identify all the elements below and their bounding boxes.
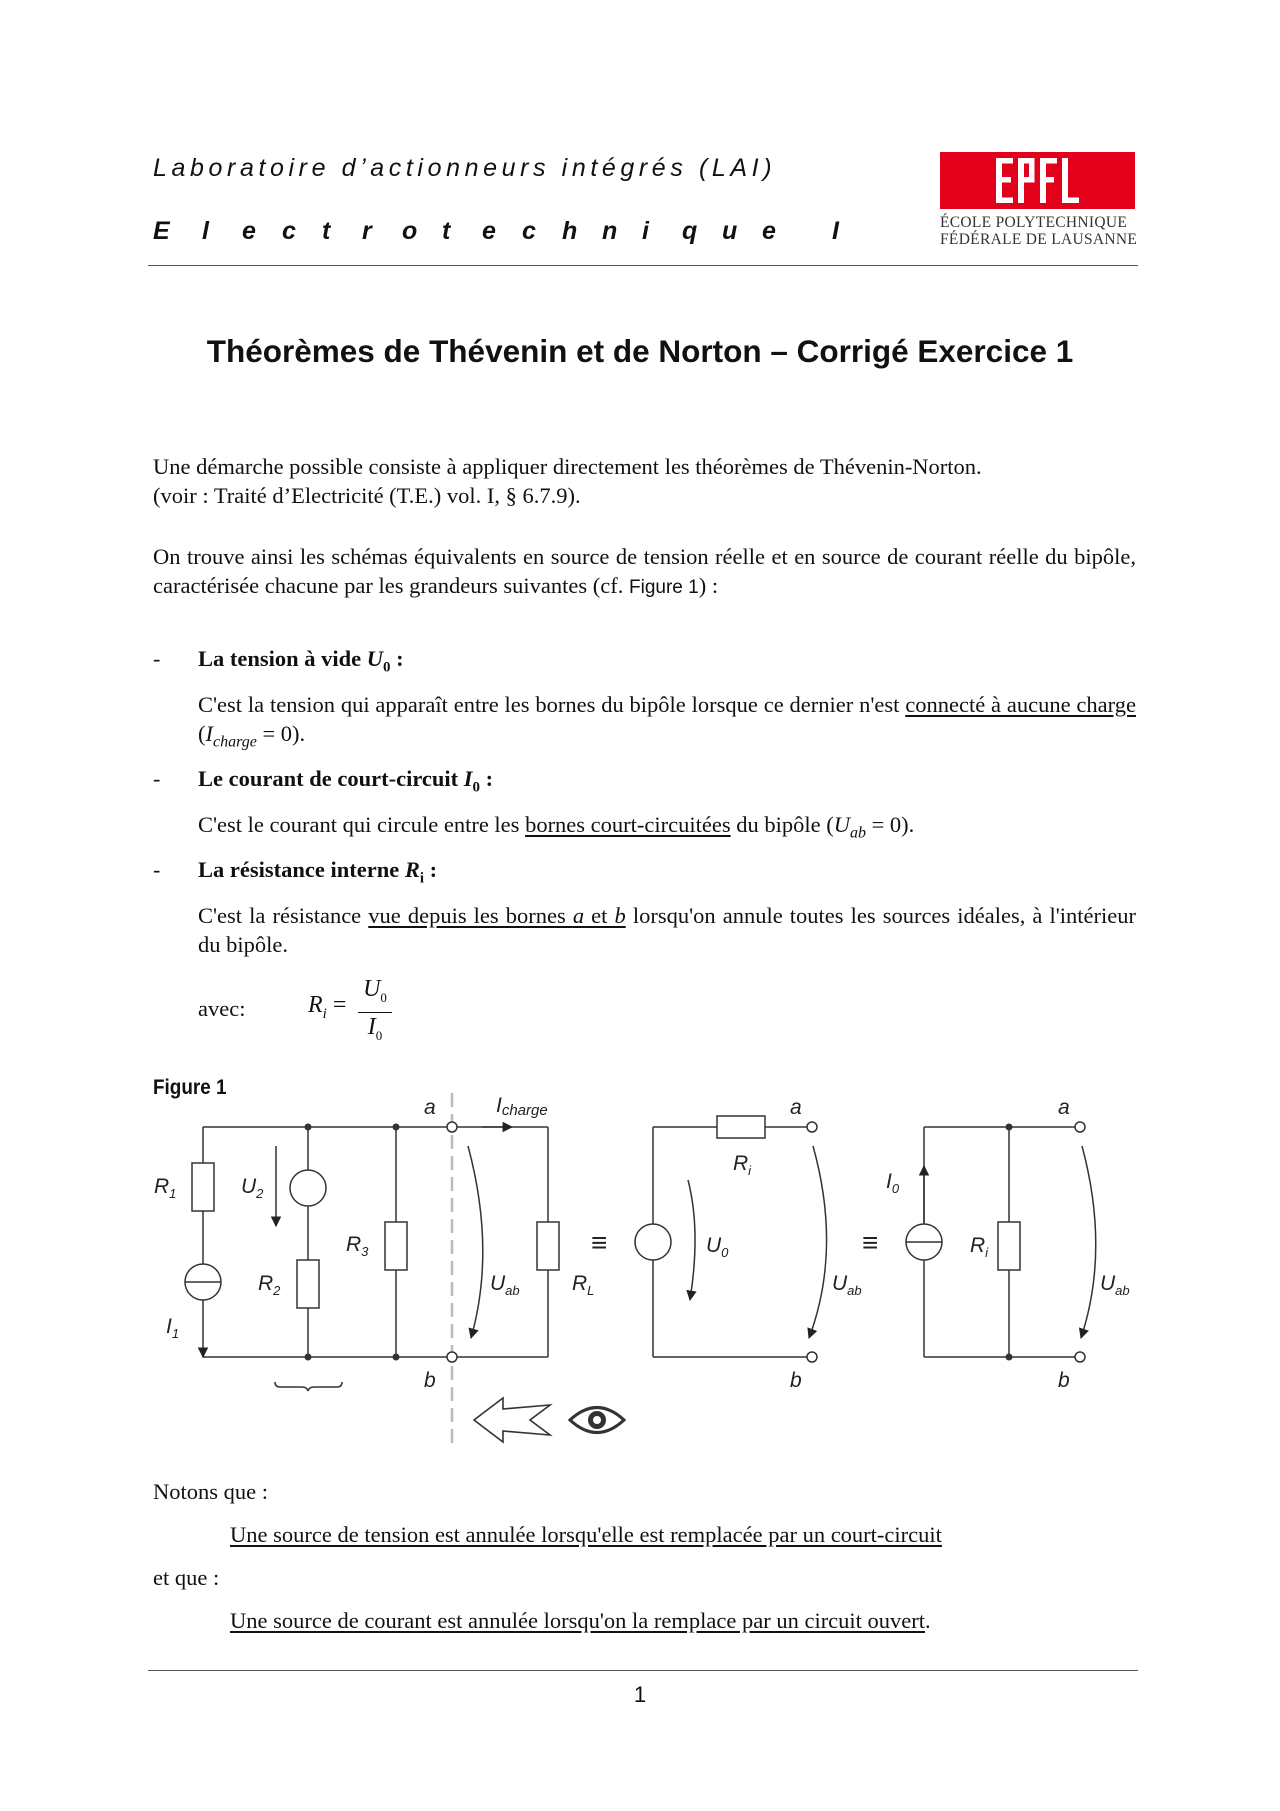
voltage-source-u2 [290, 1170, 326, 1206]
intro-paragraph-1 [153, 452, 1136, 510]
footer-rule [148, 1670, 1138, 1671]
label-r3: $R_3$ [346, 1233, 369, 1259]
intro-line-1: Une démarche possible consiste à appliquer directement les théorèmes de Thévenin-Norton. [153, 454, 982, 479]
formula-numerator: $U_0$ [363, 976, 387, 1005]
header-rule [148, 265, 1138, 266]
course-name [153, 217, 853, 247]
label-a-2: a [790, 1096, 802, 1119]
intro-p2-end: ) : [698, 573, 719, 598]
notes-et-que: et que : [153, 1565, 220, 1590]
course-letter: u [722, 217, 738, 245]
item-dash: - [153, 646, 161, 671]
label-b-2: b [790, 1369, 802, 1392]
arrow-uab-3 [1081, 1146, 1096, 1338]
item-dash: - [153, 857, 161, 882]
course-letter: c [282, 217, 296, 245]
formula-avec: avec: [198, 996, 246, 1021]
formula-lhs: $R_i$ = [308, 992, 347, 1022]
formula-denominator: $I_0$ [367, 1013, 383, 1043]
label-r1: $R_1$ [154, 1175, 177, 1201]
item-body-tension: C'est la tension qui apparaît entre les bornes du bipôle lorsque ce dernier n'est connecté à aucune charge $(I_{charge} = 0)$. [198, 692, 1136, 751]
terminals-3 [1075, 1122, 1085, 1362]
label-a-1: a [424, 1096, 436, 1119]
label-b-1: b [424, 1369, 436, 1392]
label-b-3: b [1058, 1369, 1070, 1392]
course-letter: l [202, 217, 209, 245]
thevenin-circuit [635, 1116, 827, 1357]
circuit-labels [154, 1094, 1130, 1392]
label-uab-3: $U_{ab}$ [1100, 1272, 1130, 1298]
course-letter: I [832, 217, 839, 245]
resistor-r3 [385, 1222, 407, 1270]
label-i1: $I_1$ [166, 1315, 180, 1341]
page-number: 1 [633, 1682, 647, 1707]
label-uab-1: $U_{ab}$ [490, 1272, 520, 1298]
item-heading-courant: Le courant de court-circuit $I_0$ : [198, 766, 494, 796]
resistor-ri-thevenin [717, 1116, 765, 1138]
notes-intro: Notons que : [153, 1479, 268, 1504]
intro-p2-text: On trouve ainsi les schémas équivalents en source de tension réelle et en source de courant réelle du bipôle, caractérisée chacune par les grandeurs suivantes (cf. [153, 544, 1136, 598]
course-letter: e [762, 217, 776, 245]
equiv-sign-1: ≡ [591, 1227, 608, 1258]
arrow-uab-1 [468, 1146, 483, 1338]
note-statement-2: Une source de courant est annulée lorsqu'on la remplace par un circuit ouvert. [230, 1608, 931, 1633]
lab-name: Laboratoire d’actionneurs intégrés (LAI) [153, 154, 777, 182]
course-letter: t [442, 217, 451, 245]
page-title: Théorèmes de Thévenin et de Norton – Corrigé Exercice 1 [206, 333, 1074, 369]
label-a-3: a [1058, 1096, 1070, 1119]
course-letter: t [322, 217, 331, 245]
course-letter: E [153, 217, 170, 245]
label-ri-2: $R_i$ [733, 1152, 752, 1178]
epfl-logo-mark [940, 152, 1135, 209]
norton-circuit [906, 1127, 1096, 1357]
brace [275, 1382, 342, 1391]
label-u2: $U_2$ [241, 1175, 264, 1201]
label-u0: $U_0$ [706, 1234, 729, 1260]
course-letter: q [682, 217, 698, 245]
label-uab-2: $U_{ab}$ [832, 1272, 862, 1298]
logo-line1: ÉCOLE POLYTECHNIQUE [940, 214, 1128, 231]
resistor-r1 [192, 1163, 214, 1211]
course-letter: n [602, 217, 618, 245]
course-letter: e [242, 217, 256, 245]
item-heading-resistance: La résistance interne $R_i$ : [198, 857, 438, 887]
view-arrow [474, 1398, 550, 1442]
figure-label: Figure 1 [153, 1076, 227, 1099]
item-dash: - [153, 766, 161, 791]
figure-reference: Figure 1 [629, 577, 699, 598]
label-ri-3: $R_i$ [970, 1234, 989, 1260]
item-body-resistance: C'est la résistance vue depuis les bornes a et b lorsqu'on annule toutes les sources idéales, à l'intérieur du bipôle. [198, 903, 1137, 957]
arrow-u0 [688, 1180, 695, 1300]
item-heading-tension: La tension à vide $U_0$ : [198, 646, 404, 676]
fraction-bar [358, 1012, 392, 1013]
label-i0: $I_0$ [886, 1170, 900, 1196]
resistor-ri-norton [998, 1222, 1020, 1270]
course-letter: c [522, 217, 536, 245]
course-letter: e [482, 217, 496, 245]
arrow-uab-2 [809, 1146, 827, 1338]
eye-icon [570, 1408, 624, 1433]
equiv-sign-2: ≡ [862, 1227, 879, 1258]
intro-line-2: (voir : Traité d’Electricité (T.E.) vol. I, § 6.7.9). [153, 483, 581, 508]
course-letter: r [362, 217, 372, 245]
course-letter: i [642, 217, 649, 245]
epfl-logo [940, 152, 1138, 248]
course-letter: o [402, 217, 418, 245]
course-letter: h [562, 217, 578, 245]
circuit-diagram [140, 1080, 1140, 1460]
label-icharge: Icharge [496, 1094, 548, 1119]
intro-paragraph-2 [153, 542, 1136, 602]
resistor-r2 [297, 1260, 319, 1308]
original-circuit [185, 1093, 559, 1445]
note-statement-1: Une source de tension est annulée lorsqu'elle est remplacée par un court-circuit [230, 1522, 942, 1547]
item-body-courant: C'est le courant qui circule entre les bornes court-circuitées du bipôle $(U_{ab} = 0)$. [198, 812, 915, 842]
voltage-source-u0 [635, 1224, 671, 1260]
label-rl: $R_L$ [572, 1272, 595, 1298]
resistor-rl [537, 1222, 559, 1270]
logo-line2: FÉDÉRALE DE LAUSANNE [940, 231, 1138, 248]
formula-fraction [358, 976, 392, 1049]
label-r2: $R_2$ [258, 1272, 281, 1298]
